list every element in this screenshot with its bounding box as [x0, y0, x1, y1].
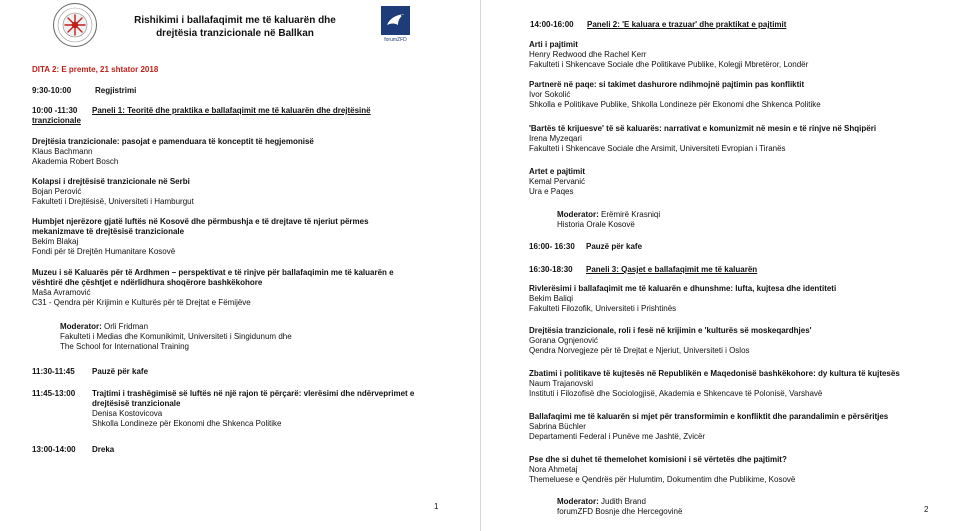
talk-12 [529, 412, 929, 442]
panel2-time: 14:00-16:00 [530, 20, 574, 29]
talk-speaker: Maša Avramović [32, 288, 91, 297]
document-title-line1: Rishikimi i ballafaqimit me të kaluarën dhe [134, 15, 336, 26]
session2-title-cont: drejtësisë tranzicionale [92, 399, 181, 408]
talk-title: Muzeu i së Kaluarës për të Ardhmen – perspektivat e të rinjve për ballafaqimin me të kaluarën e [32, 268, 394, 277]
talk-title: Arti i pajtimit [529, 40, 578, 49]
talk-8 [529, 167, 929, 197]
talk-affiliation: Shkolla e Politikave Publike, Shkolla Londineze për Ekonomi dhe Shkenca Politike [529, 100, 821, 109]
talk-speaker: Sabrina Büchler [529, 422, 586, 431]
talk-speaker: Henry Redwood dhe Rachel Kerr [529, 50, 647, 59]
moderator-3 [557, 497, 917, 517]
moderator-affiliation: forumZFD Bosnje dhe Hercegovinë [557, 507, 683, 516]
talk-affiliation: Akademia Robert Bosch [32, 157, 119, 166]
forumzfd-logo-icon [381, 6, 410, 44]
page-number: 2 [924, 505, 929, 514]
moderator-affiliation: Fakulteti i Medias dhe Komunikimit, Universiteti i Singidunum dhe [60, 332, 292, 341]
talk-11 [529, 369, 929, 399]
moderator-name: Erëmirë Krasniqi [601, 210, 661, 219]
talk-speaker: Ivor Sokolić [529, 90, 571, 99]
talk-title-cont: vështirë dhe çështjet e ndërlidhura shoqërore bashkëkohore [32, 278, 263, 287]
talk-affiliation: Qendra Norvegjeze për të Drejtat e Njeriut, Universiteti i Oslos [529, 346, 750, 355]
talk-speaker: Bekim Baliqi [529, 294, 574, 303]
talk-speaker: Bojan Perović [32, 187, 82, 196]
session2-affiliation: Shkolla Londineze për Ekonomi dhe Shkenca Politike [92, 419, 282, 428]
break1-time: 11:30-11:45 [32, 367, 75, 376]
moderator-name: Judith Brand [601, 497, 646, 506]
break2-time: 16:00- 16:30 [529, 242, 575, 251]
forumzfd-logo-text: forumZFD [384, 37, 407, 43]
talk-speaker: Naum Trajanovski [529, 379, 594, 388]
talk-title: Drejtësia tranzicionale: pasojat e pamenduara të konceptit të hegjemonisë [32, 137, 314, 146]
moderator-affiliation-cont: The School for International Training [60, 342, 189, 351]
talk-3 [32, 217, 442, 257]
talk-speaker: Kemal Pervanić [529, 177, 586, 186]
talk-title: Humbjet njerëzore gjatë luftës në Kosovë dhe përmbushja e të drejtave të njeriut përmes [32, 217, 369, 226]
moderator-label: Moderator: [557, 497, 599, 506]
university-seal-icon [52, 2, 98, 48]
session2-time: 11:45-13:00 [32, 389, 76, 398]
talk-7 [529, 124, 929, 154]
lunch-label: Dreka [92, 445, 115, 454]
moderator-name: Orli Fridman [104, 322, 149, 331]
talk-affiliation: Fakulteti i Shkencave Sociale dhe Arsimit, Universiteti Evropian i Tiranës [529, 144, 786, 153]
talk-affiliation: Ura e Paqes [529, 187, 574, 196]
panel1-time: 10:00 -11:30 [32, 106, 78, 115]
moderator-1 [60, 322, 440, 352]
registration-label: Regjistrimi [95, 86, 137, 95]
document-title-line2: drejtësia tranzicionale në Ballkan [156, 28, 314, 39]
talk-title: Partnerë në paqe: si takimet dashurore ndihmojnë pajtimin pas konfliktit [529, 80, 805, 89]
moderator-2 [557, 210, 917, 230]
talk-title: Pse dhe si duhet të themelohet komisioni i së vërtetës dhe pajtimit? [529, 455, 787, 464]
session2-speaker: Denisa Kostovicova [92, 409, 163, 418]
talk-title: Drejtësia tranzicionale, roli i fesë në krijimin e 'kulturës së moskeqardhjes' [529, 326, 812, 335]
talk-2 [32, 177, 442, 207]
registration-time: 9:30-10:00 [32, 86, 72, 95]
document-title [115, 14, 355, 40]
talk-affiliation: Instituti i Filozofisë dhe Sociologjisë, Akademia e Shkencave të Polonisë, Varshavë [529, 389, 823, 398]
talk-title-cont: mekanizmave të drejtësisë tranzicionale [32, 227, 185, 236]
panel1-title: Paneli 1: Teoritë dhe praktika e ballafaqimit me të kaluarën dhe drejtësinë [92, 106, 371, 115]
panel3-time: 16:30-18:30 [529, 265, 573, 274]
talk-speaker: Nora Ahmetaj [529, 465, 578, 474]
lunch-time: 13:00-14:00 [32, 445, 76, 454]
break2-label: Pauzë për kafe [586, 242, 643, 251]
panel3-title: Paneli 3: Qasjet e ballafaqimit me të kaluarën [586, 265, 758, 274]
talk-title: Ballafaqimi me të kaluarën si mjet për transformimin e konfliktit dhe parandalimin e përsëritjes [529, 412, 889, 421]
talk-affiliation: C31 - Qendra për Krijimin e Kulturës për të Drejtat e Fëmijëve [32, 298, 251, 307]
talk-6 [529, 80, 929, 110]
talk-title: 'Bartës të krijuesve' të së kaluarës: narrativat e komunizmit në mesin e të rinjve në Shqipëri [529, 124, 877, 133]
talk-title: Artet e pajtimit [529, 167, 586, 176]
session-2 [92, 389, 442, 429]
page-number: 1 [434, 502, 439, 511]
moderator-label: Moderator: [557, 210, 599, 219]
panel1-title-cont: tranzicionale [32, 116, 81, 125]
talk-4 [32, 268, 442, 308]
talk-speaker: Gorana Ognjenović [529, 336, 598, 345]
session2-title: Trajtimi i trashëgimisë së luftës në një rajon të përçarë: vlerësimi dhe ndërveprimet e [92, 389, 415, 398]
moderator-label: Moderator: [60, 322, 102, 331]
talk-affiliation: Fondi për të Drejtën Humanitare Kosovë [32, 247, 176, 256]
talk-13 [529, 455, 929, 485]
talk-speaker: Irena Myzeqari [529, 134, 582, 143]
talk-affiliation: Fakulteti i Shkencave Sociale dhe Politikave Publike, Kolegji Mbretëror, Londër [529, 60, 809, 69]
talk-affiliation: Fakulteti i Drejtësisë, Universiteti i Hamburgut [32, 197, 194, 206]
talk-title: Rivlerësimi i ballafaqimit me të kaluarën e dhunshme: lufta, kujtesa dhe identiteti [529, 284, 837, 293]
talk-affiliation: Themeluese e Qendrës për Hulumtim, Dokumentim dhe Publikime, Kosovë [529, 475, 796, 484]
talk-affiliation: Departamenti Federal i Punëve me Jashtë, Zvicër [529, 432, 706, 441]
talk-9 [529, 284, 929, 314]
talk-5 [529, 40, 929, 70]
panel2-title: Paneli 2: 'E kaluara e trazuar' dhe praktikat e pajtimit [587, 20, 787, 29]
talk-title: Kolapsi i drejtësisë tranzicionale në Serbi [32, 177, 190, 186]
talk-speaker: Klaus Bachmann [32, 147, 93, 156]
moderator-affiliation: Historia Orale Kosovë [557, 220, 635, 229]
day-heading: DITA 2: E premte, 21 shtator 2018 [32, 65, 159, 74]
talk-speaker: Bekim Blakaj [32, 237, 79, 246]
talk-title: Zbatimi i politikave të kujtesës në Republikën e Maqedonisë bashkëkohore: dy kultura të kujtesës [529, 369, 900, 378]
break1-label: Pauzë për kafe [92, 367, 149, 376]
talk-1 [32, 137, 442, 167]
talk-affiliation: Fakulteti Filozofik, Universiteti i Prishtinës [529, 304, 677, 313]
talk-10 [529, 326, 929, 356]
